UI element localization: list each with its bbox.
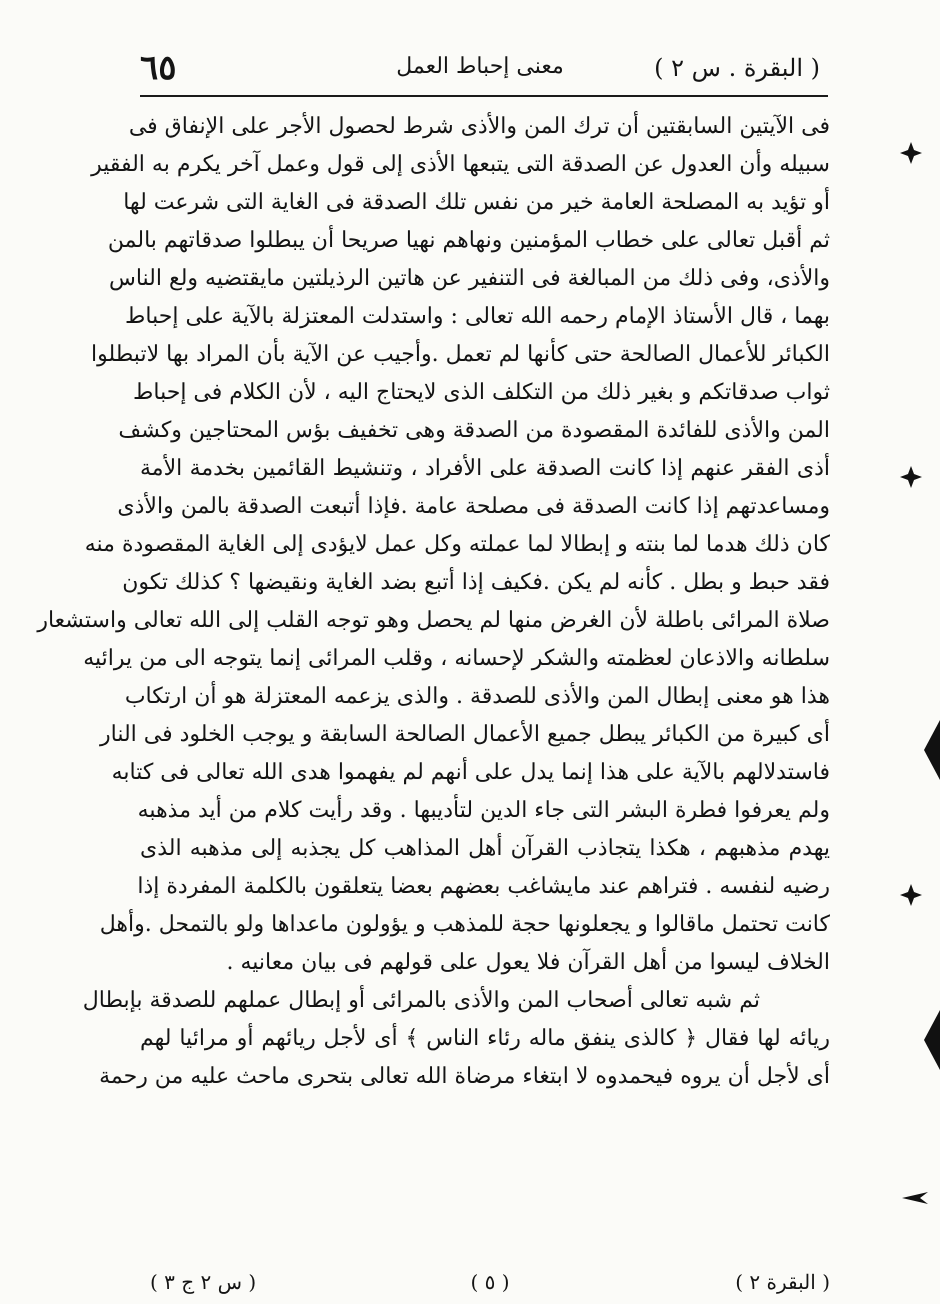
- text-line: أى كبيرة من الكبائر يبطل جميع الأعمال الصالحة السابقة و يوجب الخلود فى النار: [100, 722, 830, 747]
- text-line: صلاة المرائى باطلة لأن الغرض منها لم يحصل وهو توجه القلب إلى الله تعالى واستشعار: [37, 608, 830, 633]
- text-line: فى الآيتين السابقتين أن ترك المن والأذى شرط لحصول الأجر على الإنفاق فى: [128, 114, 830, 139]
- text-line: يهدم مذهبهم ، هكذا يتجاذب القرآن أهل المذاهب كل يجذبه إلى مذهبه الذى: [140, 836, 830, 861]
- text-line: ولم يعرفوا فطرة البشر التى جاء الدين لتأديبها . وقد رأيت كلام من أيد مذهبه: [137, 798, 830, 823]
- header-rule: [140, 95, 828, 97]
- text-line: ريائه لها فقال ﴿ كالذى ينفق ماله رئاء الناس ﴾ أى لأجل ريائهم أو مرائيا لهم: [140, 1026, 830, 1051]
- scan-mark-icon: [896, 138, 926, 168]
- text-line: أى لأجل أن يروه فيحمدوه لا ابتغاء مرضاة الله تعالى بتحرى ماحث عليه من رحمة: [99, 1064, 830, 1089]
- footer-signature: ( ٥ ): [470, 1270, 510, 1294]
- text-line: سبيله وأن العدول عن الصدقة التى يتبعها الأذى إلى قول وعمل آخر يكرم به الفقير: [91, 152, 830, 177]
- page-number: ٦٥: [140, 48, 177, 88]
- text-line: ثواب صدقاتكم و بغير ذلك من التكلف الذى لايحتاج اليه ، لأن الكلام فى إحباط: [133, 380, 830, 405]
- scan-mark-icon: [896, 880, 926, 910]
- text-line: هذا هو معنى إبطال المن والأذى للصدقة . والذى يزعمه المعتزلة هو أن ارتكاب: [124, 684, 830, 709]
- paragraph-2: [82, 982, 830, 1096]
- text-line: بهما ، قال الأستاذ الإمام رحمه الله تعالى : واستدلت المعتزلة بالآية على إحباط: [125, 304, 830, 329]
- text-line: فقد حبط و بطل . كأنه لم يكن .فكيف إذا أتبع بضد الغاية ونقيضها ؟ كذلك تكون: [122, 570, 830, 595]
- text-line: كانت تحتمل ماقالوا و يجعلونها حجة للمذهب و يؤولون ماعداها ولو بالتمحل .وأهل: [99, 912, 830, 937]
- text-line: الكبائر للأعمال الصالحة حتى كأنها لم تعمل .وأجيب عن الآية بأن المراد بها لاتبطلوا: [91, 342, 830, 367]
- body-text: [37, 108, 830, 1258]
- text-line: فاستدلالهم بالآية على هذا إنما يدل على أنهم لم يفهموا هدى الله تعالى فى كتابه: [111, 760, 830, 785]
- text-line: المن والأذى للفائدة المقصودة من الصدقة وهى تخفيف بؤس المحتاجين وكشف: [118, 418, 830, 443]
- text-line: أذى الفقر عنهم إذا كانت الصدقة على الأفراد ، وتنشيط القائمين بخدمة الأمة: [140, 456, 830, 481]
- scan-mark-icon: [900, 1186, 930, 1210]
- text-line: سلطانه والاذعان لعظمته والشكر لإحسانه ، وقلب المرائى إنما يتوجه الى من يرائيه: [83, 646, 830, 671]
- paragraph-1: [37, 108, 830, 982]
- text-line: رضيه لنفسه . فتراهم عند مايشاغب بعضهم بعضا يتعلقون بالكلمة المفردة إذا: [137, 874, 830, 899]
- text-line: والأذى، وفى ذلك من المبالغة فى التنفير عن هاتين الرذيلتين مايقتضيه ولع الناس: [108, 266, 830, 291]
- scan-mark-icon: [896, 462, 926, 492]
- page-footer: [150, 1266, 830, 1300]
- page-header: [140, 48, 820, 90]
- footer-volume-ref: ( س ٢ ج ٣ ): [150, 1270, 257, 1294]
- edge-mark-icon: [922, 720, 940, 780]
- text-line: أو تؤيد به المصلحة العامة خير من نفس تلك الصدقة فى الغاية التى شرعت لها: [123, 190, 830, 215]
- page-title: معنى إحباط العمل: [396, 54, 564, 79]
- text-line: ثم أقبل تعالى على خطاب المؤمنين ونهاهم نهيا صريحا أن يبطلوا صدقاتهم بالمن: [107, 228, 830, 253]
- footer-surah-ref: ( البقرة ٢ ): [735, 1270, 830, 1294]
- text-line: كان ذلك هدما لما بنته و إبطالا لما عملته وكل عمل لايؤدى إلى الغاية المقصودة منه: [84, 532, 830, 557]
- text-line: ثم شبه تعالى أصحاب المن والأذى بالمرائى أو إبطال عملهم للصدقة بإبطال: [82, 988, 760, 1013]
- surah-reference: ( البقرة . س ٢ ): [654, 54, 820, 82]
- edge-mark-icon: [922, 1010, 940, 1070]
- text-line: الخلاف ليسوا من أهل القرآن فلا يعول على قولهم فى بيان معانيه .: [226, 950, 830, 975]
- text-line: ومساعدتهم إذا كانت الصدقة فى مصلحة عامة .فإذا أتبعت الصدقة بالمن والأذى: [117, 494, 830, 519]
